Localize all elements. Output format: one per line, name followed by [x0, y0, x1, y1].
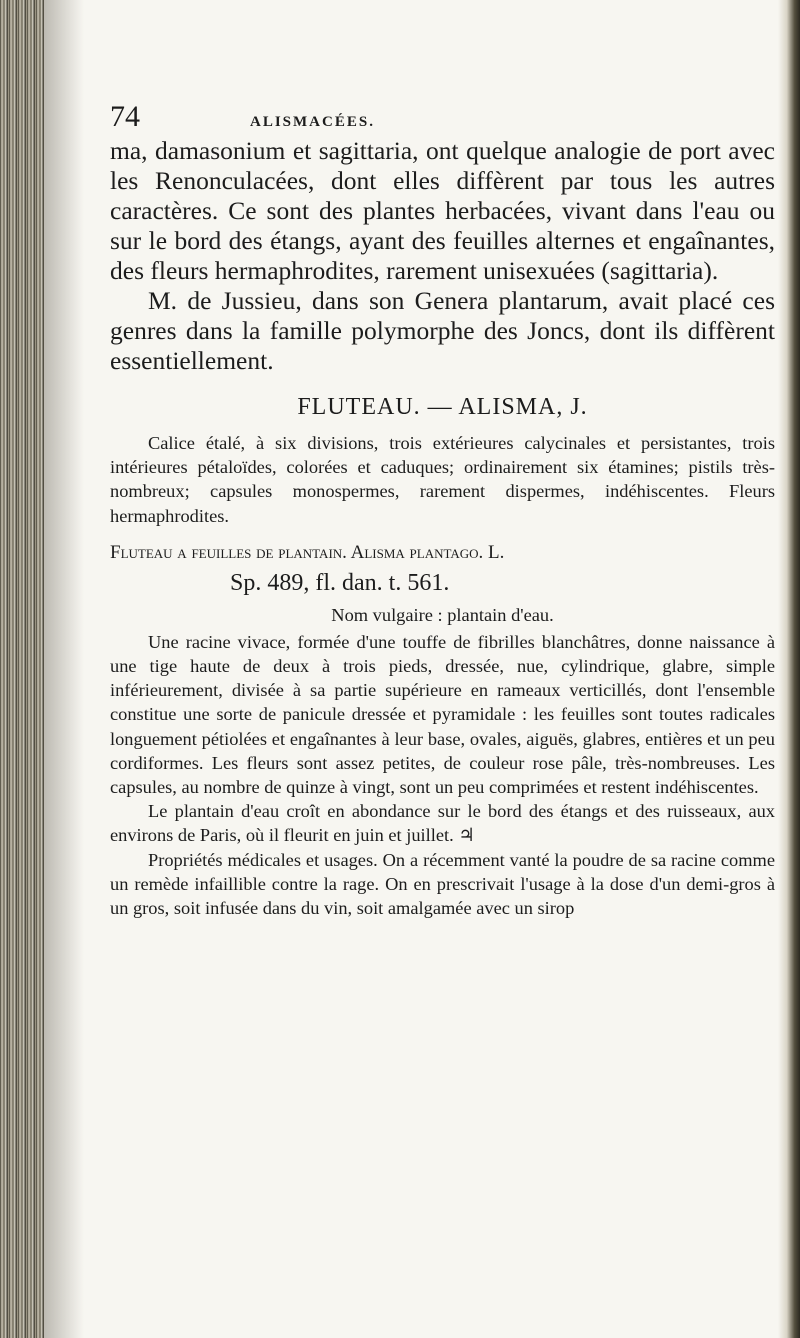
intro-paragraph-2: M. de Jussieu, dans son Genera plantarum, avait placé ces genres dans la famille polymorphe des Joncs, dont ils diffèrent essentiellement. [110, 286, 775, 375]
genus-title: FLUTEAU. — ALISMA, J. [297, 394, 588, 420]
species-heading-text: Fluteau a feuilles de plantain. Alisma plantago. L. [110, 541, 505, 563]
page-text-block [110, 100, 775, 920]
species-heading [110, 540, 775, 566]
gutter-shadow [44, 0, 84, 1338]
page-header [110, 100, 775, 136]
running-title: ALISMACÉES. [250, 114, 375, 130]
vulgar-name: Nom vulgaire : plantain d'eau. [331, 604, 554, 625]
genus-description: Calice étalé, à six divisions, trois extérieures calycinales et persistantes, trois intérieures pétaloïdes, colorées et caduques; ordinairement six étamines; pistils très-nombreux; capsules monospermes, rarement dispermes, indéhiscentes. Fleurs hermaphrodites. [110, 433, 775, 526]
page-number: 74 [110, 100, 140, 133]
page-right-edge [778, 0, 800, 1338]
species-habitat: Le plantain d'eau croît en abondance sur le bord des étangs et des ruisseaux, aux environs de Paris, où il fleurit en juin et juillet. ♃ [110, 801, 775, 846]
intro-paragraph-1: ma, damasonium et sagittaria, ont quelque analogie de port avec les Renonculacées, dont elles diffèrent par tous les autres caractères. Ce sont des plantes herbacées, vivant dans l'eau ou sur le bord des étangs, ayant des feuilles alternes et engaînantes, des fleurs hermaphrodites, rarement unisexuées (sagittaria). [110, 136, 775, 285]
book-spine-edge [0, 0, 44, 1338]
species-reference: Sp. 489, fl. dan. t. 561. [230, 569, 450, 596]
species-description: Une racine vivace, formée d'une touffe de fibrilles blanchâtres, donne naissance à une tige haute de deux à trois pieds, dressée, nue, cylindrique, glabre, simple inférieurement, divisée à sa partie supérieure en rameaux verticillés, dont l'ensemble constitue une sorte de panicule dressée et pyramidale : les feuilles sont toutes radicales longuement pétiolées et engaînantes à leur base, ovales, aiguës, glabres, entières et un peu cordiformes. Les fleurs sont assez petites, de couleur rose pâle, très-nombreuses. Les capsules, au nombre de quinze à vingt, sont un peu comprimées et restent indéhiscentes. [110, 631, 775, 798]
medical-properties: Propriétés médicales et usages. On a récemment vanté la poudre de sa racine comme un remède infaillible contre la rage. On en prescrivait l'usage à la dose d'un demi-gros à un gros, soit infusée dans du vin, soit amalgamée avec un sirop [110, 849, 775, 919]
